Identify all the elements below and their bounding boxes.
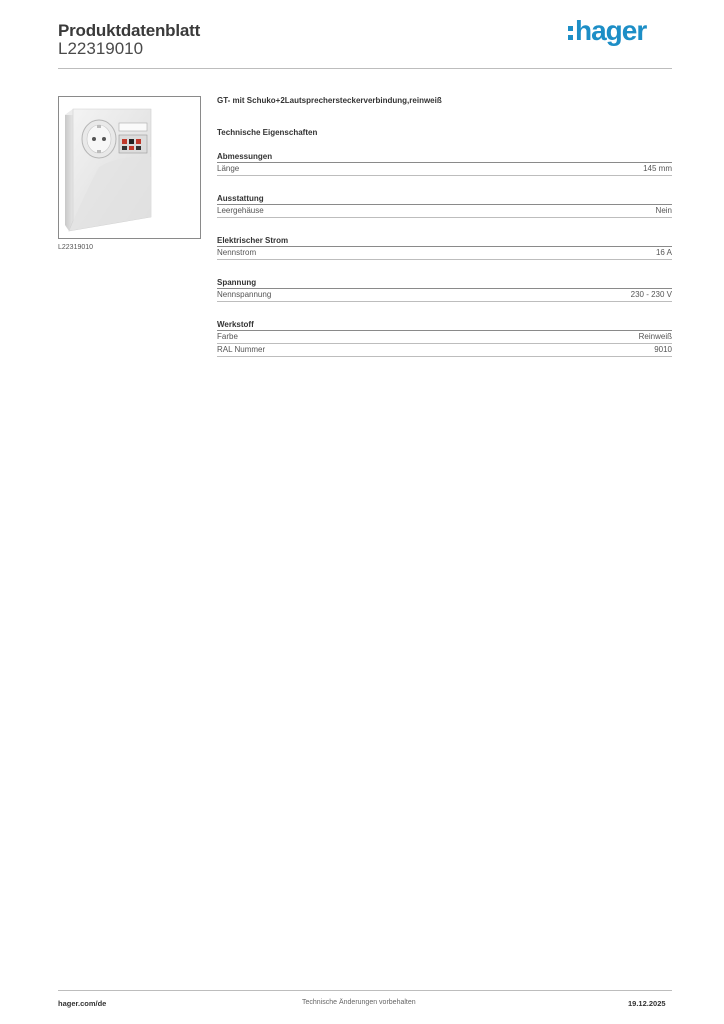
hager-logo bbox=[568, 16, 646, 46]
property-value: 16 A bbox=[655, 248, 672, 257]
group-heading: Elektrischer Strom bbox=[217, 236, 672, 247]
property-group bbox=[217, 194, 672, 218]
property-group bbox=[217, 320, 672, 357]
footer-website-link[interactable]: hager.com/de bbox=[58, 999, 107, 1008]
property-row bbox=[217, 205, 672, 218]
property-value: 145 mm bbox=[643, 164, 672, 173]
property-value: 9010 bbox=[654, 345, 672, 354]
property-label: RAL Nummer bbox=[217, 345, 266, 354]
property-group bbox=[217, 236, 672, 260]
property-row bbox=[217, 331, 672, 344]
group-heading: Werkstoff bbox=[217, 320, 672, 331]
property-label: Nennstrom bbox=[217, 248, 257, 257]
group-heading: Spannung bbox=[217, 278, 672, 289]
property-label: Leergehäuse bbox=[217, 206, 264, 215]
property-value: Nein bbox=[655, 206, 672, 215]
logo-dots-icon bbox=[568, 26, 573, 40]
product-details bbox=[217, 96, 672, 357]
property-group bbox=[217, 278, 672, 302]
property-row bbox=[217, 163, 672, 176]
image-caption: L22319010 bbox=[58, 244, 94, 251]
technical-properties-heading: Technische Eigenschaften bbox=[217, 128, 318, 137]
product-description: GT- mit Schuko+2Lautsprechersteckerverbindung,reinweiß bbox=[217, 96, 442, 105]
property-value: Reinweiß bbox=[638, 332, 672, 341]
footer-divider bbox=[58, 990, 672, 991]
footer-date: 19.12.2025 bbox=[628, 999, 666, 1008]
socket-illustration bbox=[59, 97, 200, 238]
property-row bbox=[217, 344, 672, 357]
properties-table bbox=[217, 152, 672, 357]
group-heading: Abmessungen bbox=[217, 152, 672, 163]
property-row bbox=[217, 247, 672, 260]
group-heading: Ausstattung bbox=[217, 194, 672, 205]
property-row bbox=[217, 289, 672, 302]
footer-disclaimer: Technische Änderungen vorbehalten bbox=[302, 999, 416, 1006]
product-image bbox=[58, 96, 201, 239]
property-label: Farbe bbox=[217, 332, 238, 341]
property-label: Länge bbox=[217, 164, 240, 173]
logo-text: hager bbox=[575, 15, 647, 46]
property-label: Nennspannung bbox=[217, 290, 272, 299]
property-group bbox=[217, 152, 672, 176]
product-code: L22319010 bbox=[58, 39, 144, 58]
property-value: 230 - 230 V bbox=[630, 290, 672, 299]
page-title: Produktdatenblatt bbox=[58, 21, 201, 40]
header-divider bbox=[58, 68, 672, 69]
